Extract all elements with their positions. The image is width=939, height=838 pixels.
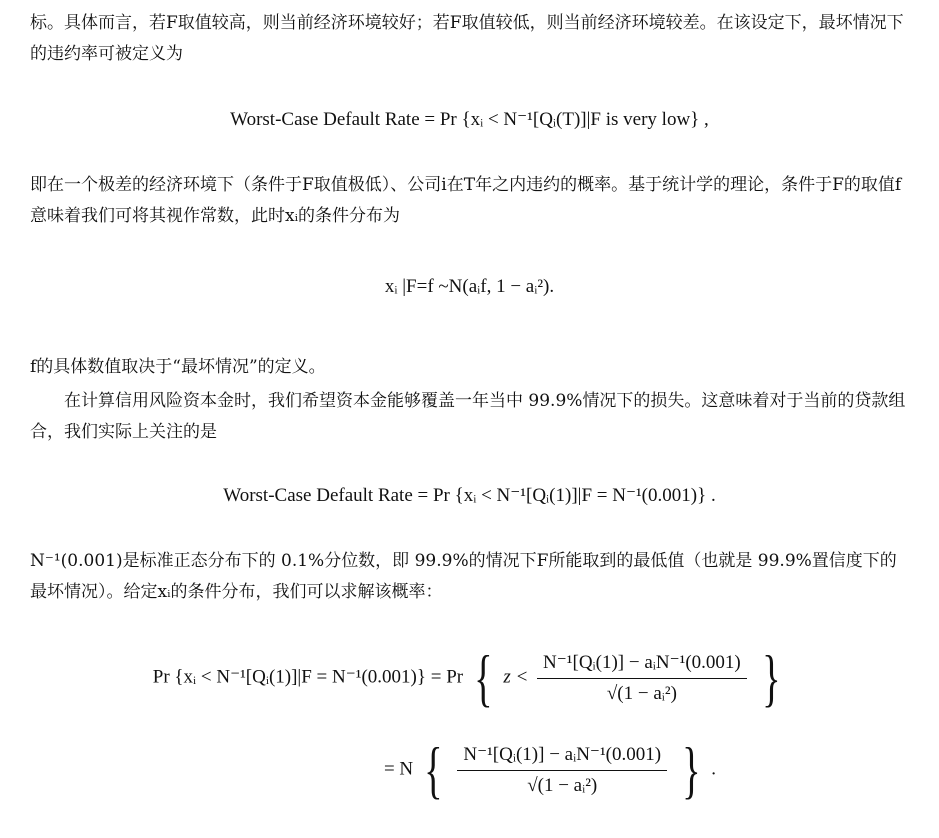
equation-conditional-distribution: xᵢ |F=f ~N(aᵢf, 1 − aᵢ²). — [384, 276, 555, 297]
right-brace-2: } — [681, 734, 701, 805]
eq5-denominator: √(1 − aᵢ²) — [527, 775, 598, 796]
equation-worst-case-one-year: Worst-Case Default Rate = Pr {xᵢ < N⁻¹[Qᵢ(1)]|F = N⁻¹(0.001)} . — [223, 485, 716, 506]
left-brace-2: { — [424, 734, 443, 805]
eq5-lhs: = N — [383, 758, 414, 780]
paragraph-2: 即在一个极差的经济环境下（条件于F取值极低）、公司i在T年之内违约的概率。基于统计学的理论，条件于F的取值f意味着我们可将其视作常数，此时xᵢ的条件分布为 — [30, 175, 902, 226]
eq4-z: z < — [503, 666, 529, 688]
eq5-fraction — [457, 743, 667, 797]
equation-probability-derivation — [0, 642, 939, 713]
equation-normal-cdf-result — [250, 734, 850, 805]
paragraph-1: 标。具体而言，若F取值较高，则当前经济环境较好；若F取值较低，则当前经济环境较差。在该设定下，最坏情况下的违约率可被定义为 — [30, 13, 904, 64]
eq5-numerator: N⁻¹[Qᵢ(1)] − aᵢN⁻¹(0.001) — [457, 743, 667, 771]
right-brace: } — [761, 642, 781, 713]
eq4-fraction — [537, 651, 747, 705]
left-brace: { — [474, 642, 493, 713]
eq4-lhs: Pr {xᵢ < N⁻¹[Qᵢ(1)]|F = N⁻¹(0.001)} = Pr — [152, 666, 464, 688]
eq4-denominator: √(1 − aᵢ²) — [606, 683, 677, 704]
eq4-numerator: N⁻¹[Qᵢ(1)] − aᵢN⁻¹(0.001) — [537, 651, 747, 679]
paragraph-3: f的具体数值取决于“最坏情况”的定义。 — [30, 357, 326, 377]
equation-worst-case-definition: Worst-Case Default Rate = Pr {xᵢ < N⁻¹[Qᵢ(T)]|F is very low} , — [230, 109, 709, 130]
paragraph-4: 在计算信用风险资本金时，我们希望资本金能够覆盖一年当中 99.9%情况下的损失。这意味着对于当前的贷款组合，我们实际上关注的是 — [30, 391, 906, 442]
paragraph-5: N⁻¹(0.001)是标准正态分布下的 0.1%分位数，即 99.9%的情况下F所能取到的最低值（也就是 99.9%置信度下的最坏情况）。给定xᵢ的条件分布，我们可以求解该概率： — [30, 551, 897, 602]
eq5-period: . — [711, 758, 717, 780]
